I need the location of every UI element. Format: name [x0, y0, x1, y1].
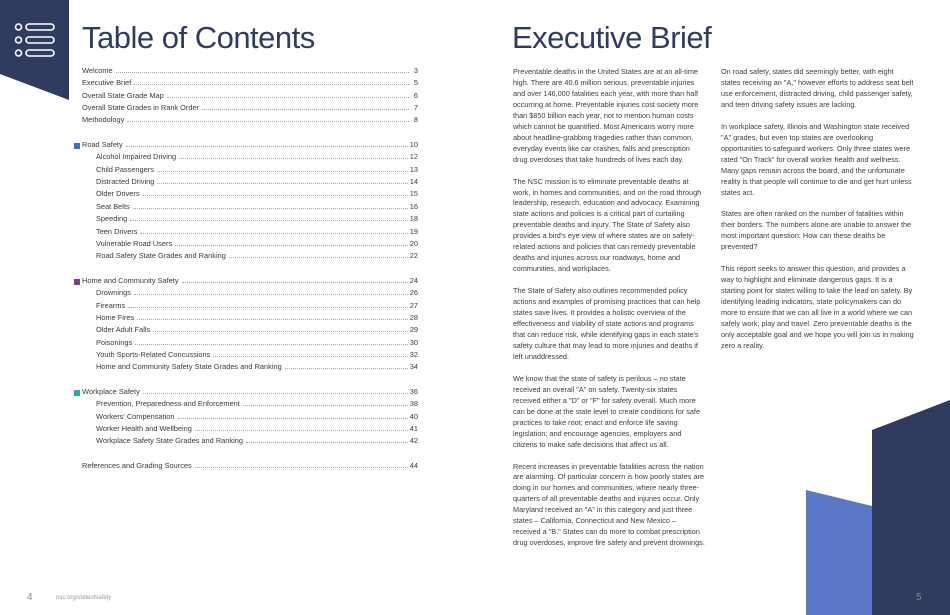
brief-paragraph: Preventable deaths in the United States are at an all-time high. There are 40.6 million serious, preventable injuries and over 146,000 fatalities each year, with more than half occurring at home. Preventable injuries cost society more than $850 billion each year, not to mention human costs which cannot be quantified. Most Americans worry more about headline-grabbing tragedies rather than common, everyday events like car crashes, falls and prescription drug overdoses that take hundreds of lives each day.	[513, 67, 699, 164]
toc-entry-page: 3	[413, 66, 418, 75]
toc-entry-page: 30	[409, 337, 418, 347]
toc-entry-page: 5	[413, 78, 418, 88]
toc-entry-label: Alcohol Impaired Driving	[96, 152, 177, 162]
toc-entry-label: Home Fires	[96, 312, 135, 322]
toc-entry-page: 32	[409, 350, 418, 359]
toc-entry-label: Road Safety	[82, 140, 123, 150]
brief-paragraph: States are often ranked on the number of fatalities within their borders. The numbers alone are unable to answer the most important question: How can these deaths be prevented?	[721, 209, 912, 252]
toc-entry-label: Workplace Safety State Grades and Ranking	[96, 436, 243, 446]
toc-entry-page: 38	[409, 399, 418, 409]
toc-entry-label: Teen Drivers	[96, 226, 138, 236]
toc-entry-label: Home and Community Safety State Grades and Ranking	[96, 362, 282, 372]
toc-entry-page: 20	[409, 238, 418, 248]
toc-title: Table of Contents	[82, 20, 315, 55]
page-number-left: 4	[27, 592, 33, 603]
toc-entry-label: Speeding	[96, 214, 128, 224]
toc-entry-page: 8	[413, 115, 418, 125]
toc-entry-label: Overall State Grades in Rank Order	[82, 103, 200, 113]
toc-entry-label: Road Safety State Grades and Ranking	[96, 251, 226, 261]
brief-paragraph: Recent increases in preventable fatalities across the nation are alarming. Of particular concern is how poorly states are doing in our homes and communities, where nearly three-quarters of all preventable deaths and injuries occur. Only Maryland received an "A" in this category and just three states – California, Connecticut and New Mexico – received a "B." States can do more to combat prescription drug overdoses, improve fire safety and prevent drownings.	[513, 461, 705, 548]
page-number-right: 5	[916, 592, 922, 603]
toc-entry-page: 22	[409, 251, 418, 261]
toc-entry-label: Firearms	[96, 300, 126, 310]
brief-paragraph: We know that the state of safety is perilous – no state received an overall "A" on safety. Twenty-six states received either a "D" or "F" for safety overall. Much more can be done at the state level to create conditions for safe practices to take root; enact and enforce life saving legislation; and encourage agencies, employers and citizens to make safe decisions that affect us all.	[513, 373, 701, 449]
toc-entry-page: 28	[409, 312, 418, 322]
toc-entry-page: 13	[409, 164, 418, 174]
toc-entry-label: Vulnerable Road Users	[96, 238, 173, 248]
toc-entry-page: 27	[409, 300, 418, 310]
toc-entry-page: 14	[409, 177, 418, 187]
toc-entry-page: 44	[409, 461, 418, 471]
toc-entry-page: 6	[413, 90, 418, 100]
toc-entry-label: Drownings	[96, 288, 131, 298]
brief-paragraph: This report seeks to answer this question, and provides a way to highlight and eliminate dangerous gaps. It is a starting point for states willing to take the lead on safety. By identifying leading indicators, state policymakers can do more to ensure that we can all live in a world where we can safely work, play and travel. Zero preventable deaths is the only acceptable goal and we hope you will join us in making zero a reality.	[721, 264, 914, 350]
toc-entry-page: 36	[409, 387, 418, 397]
toc-entry-page: 19	[409, 226, 418, 236]
toc-entry-label: Seat Belts	[96, 201, 130, 211]
toc-entry-page: 40	[409, 411, 418, 421]
toc-entry-label: Workers' Compensation	[96, 411, 175, 421]
toc-entry-page: 29	[409, 325, 418, 335]
toc-entry-label: Home and Community Safety	[82, 275, 179, 285]
toc-entry-label: Welcome	[82, 66, 113, 75]
toc-entry-page: 41	[409, 424, 418, 434]
toc-entry-label: References and Grading Sources	[82, 461, 192, 471]
toc-entry-page: 26	[409, 288, 418, 298]
footer-url[interactable]: nsc.org/stateofsafety	[56, 595, 112, 601]
toc-entry-label: Poisonings	[96, 337, 133, 347]
brief-paragraph: On road safety, states did seemingly better, with eight states receiving an "A," however efforts to address seat belt use enforcement, distracted driving, child passenger safety, and teen driving safety issues are lacking.	[721, 67, 914, 109]
toc-entry-label: Worker Health and Wellbeing	[96, 424, 192, 434]
toc-entry-page: 15	[409, 189, 418, 199]
toc-entry-label: Prevention, Preparedness and Enforcement	[96, 399, 240, 409]
toc-entry-label: Distracted Driving	[96, 177, 155, 187]
toc-entry-page: 34	[409, 362, 418, 372]
toc-entry-label: Older Adult Falls	[96, 325, 151, 335]
toc-entry-page: 18	[409, 214, 418, 224]
toc-entry-page: 12	[409, 152, 418, 162]
toc-entry-label: Older Drivers	[96, 189, 140, 199]
brief-paragraph: In workplace safety, Illinois and Washington state received "A" grades, but even top states are overlooking opportunities to safeguard workers. Only three states were rated "On Track" for overall worker health and wellness. Many gaps remain across the board, and the unfortunate reality is that people will continue to die and get hurt unless states act.	[721, 121, 912, 197]
toc-entry-label: Workplace Safety	[82, 387, 140, 397]
executive-brief-title: Executive Brief	[512, 20, 712, 55]
toc-entry-page: 10	[409, 140, 418, 150]
toc-entry-page: 42	[409, 436, 418, 446]
toc-entry-label: Overall State Grade Map	[82, 90, 164, 100]
toc-entry-label: Youth Sports-Related Concussions	[96, 350, 211, 359]
toc-entry-label: Executive Brief	[82, 78, 132, 88]
toc-entry-page: 24	[409, 275, 418, 285]
toc-entry-page: 7	[413, 103, 418, 113]
toc-entry-page: 16	[409, 201, 418, 211]
brief-paragraph: The NSC mission is to eliminate preventable deaths at work, in homes and communities, and on the road through leadership, research, education and advocacy. Examining state actions and policies is a critical part of curtailing preventable deaths and injury. The State of Safety also provides a bird's eye view of where states are on safety-related actions and policies that can remedy preventable deaths and injuries across our roadways, home and communities, and workplaces.	[513, 176, 702, 274]
toc-entry-label: Methodology	[82, 115, 125, 125]
toc-entry-label: Child Passengers	[96, 164, 154, 174]
brief-paragraph: The State of Safety also outlines recommended policy actions and examples of promising practices that can help states save lives. It provides a holistic overview of the effectiveness and viability of state actions and programs that can reduce risk, while identifying gaps in each state's safety culture that may lead to more injuries and deaths if left unaddressed.	[513, 286, 701, 361]
